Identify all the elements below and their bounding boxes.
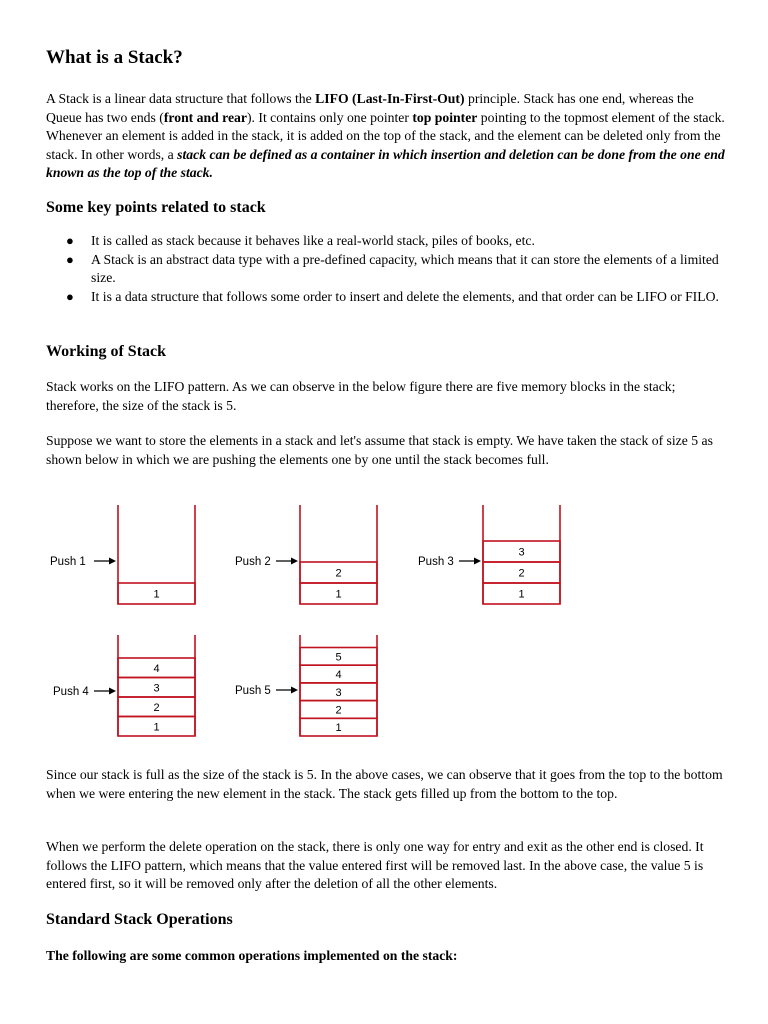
arrow-right-icon	[474, 558, 481, 565]
operations-heading: Standard Stack Operations	[46, 911, 233, 928]
arrow-right-icon	[109, 558, 116, 565]
stack-cell-value: 1	[335, 722, 342, 735]
stack-cell-value: 2	[153, 701, 160, 714]
push-label: Push 1	[50, 556, 86, 568]
intro-definition: stack can be defined as a container in which insertion and deletion can be done from the one end known as the top of the stack.	[46, 146, 725, 180]
stack-cell-value: 3	[518, 546, 525, 559]
intro-text-3: ). It contains only one pointer	[246, 109, 413, 125]
stack-cell-value: 2	[335, 704, 342, 717]
stack-cell-value: 5	[335, 651, 342, 664]
list-item-text: It is called as stack because it behaves like a real-world stack, piles of books, etc.	[91, 233, 535, 248]
stack-cell-value: 3	[335, 686, 342, 699]
stack-diagram	[418, 505, 560, 604]
after-figure-paragraph-2: When we perform the delete operation on the stack, there is only one way for entry and exit as the other end is closed. It follows the LIFO pattern, which means that the value entered first will be removed last. In the above case, the value 5 is entered first, so it will be removed only after the deletion of all the other elements.	[46, 839, 704, 891]
bullet-icon: ●	[66, 288, 74, 304]
list-item-text: A Stack is an abstract data type with a pre-defined capacity, which means that it can store the elements of a limited size.	[91, 251, 719, 285]
stack-cell-value: 4	[153, 662, 160, 675]
intro-lifo-term: LIFO (Last-In-First-Out)	[315, 91, 465, 106]
list-item-text: It is a data structure that follows some order to insert and delete the elements, and that order can be LIFO or FILO.	[91, 288, 719, 304]
arrow-right-icon	[109, 688, 116, 695]
push-label: Push 3	[418, 556, 454, 568]
stack-cell-value: 1	[153, 721, 160, 734]
push-label: Push 5	[235, 685, 271, 697]
stack-cell-value: 1	[518, 588, 525, 601]
operations-lead: The following are some common operations implemented on the stack:	[46, 948, 458, 963]
stack-diagram	[235, 505, 377, 604]
page-title: What is a Stack?	[46, 47, 183, 68]
working-paragraph-1: Stack works on the LIFO pattern. As we can observe in the below figure there are five memory blocks in the stack; therefore, the size of the stack is 5.	[46, 379, 676, 413]
working-heading: Working of Stack	[46, 343, 167, 360]
intro-text-2: principle. Stack has one end, whereas the Queue has two ends (	[46, 91, 694, 125]
stack-diagram	[53, 635, 195, 736]
push-label: Push 2	[235, 556, 271, 568]
working-paragraph-2: Suppose we want to store the elements in a stack and let's assume that stack is empty. We have taken the stack of size 5 as shown below in which we are pushing the elements one by one until the stack becomes full.	[46, 433, 713, 467]
arrow-right-icon	[291, 558, 298, 565]
stack-cell-value: 2	[518, 567, 525, 580]
stack-cell-value: 4	[335, 669, 342, 682]
intro-text-4: pointing to the topmost element of the stack. Whenever an element is added in the stack, it is added on the top of the stack, and the element can be deleted only from the stack. In other words, a	[46, 109, 725, 162]
stack-cell-value: 1	[335, 588, 342, 601]
push-label: Push 4	[53, 686, 89, 698]
bullet-icon: ●	[66, 251, 74, 267]
stack-cell-value: 1	[153, 588, 160, 601]
stack-cell-value: 2	[335, 567, 342, 580]
key-points-heading: Some key points related to stack	[46, 199, 266, 216]
stack-diagram	[50, 505, 195, 604]
stack-diagram	[235, 635, 377, 736]
arrow-right-icon	[291, 687, 298, 694]
stack-cell-value: 3	[153, 682, 160, 695]
bullet-icon: ●	[66, 233, 74, 248]
intro-text-1: A Stack is a linear data structure that follows the	[46, 91, 316, 106]
intro-front-rear-term: front and rear	[163, 109, 247, 125]
after-figure-paragraph-1: Since our stack is full as the size of the stack is 5. In the above cases, we can observe that it goes from the top to the bottom when we were entering the new element in the stack. The stack gets filled up from the bottom to the top.	[46, 767, 723, 801]
intro-top-pointer-term: top pointer	[412, 109, 478, 125]
